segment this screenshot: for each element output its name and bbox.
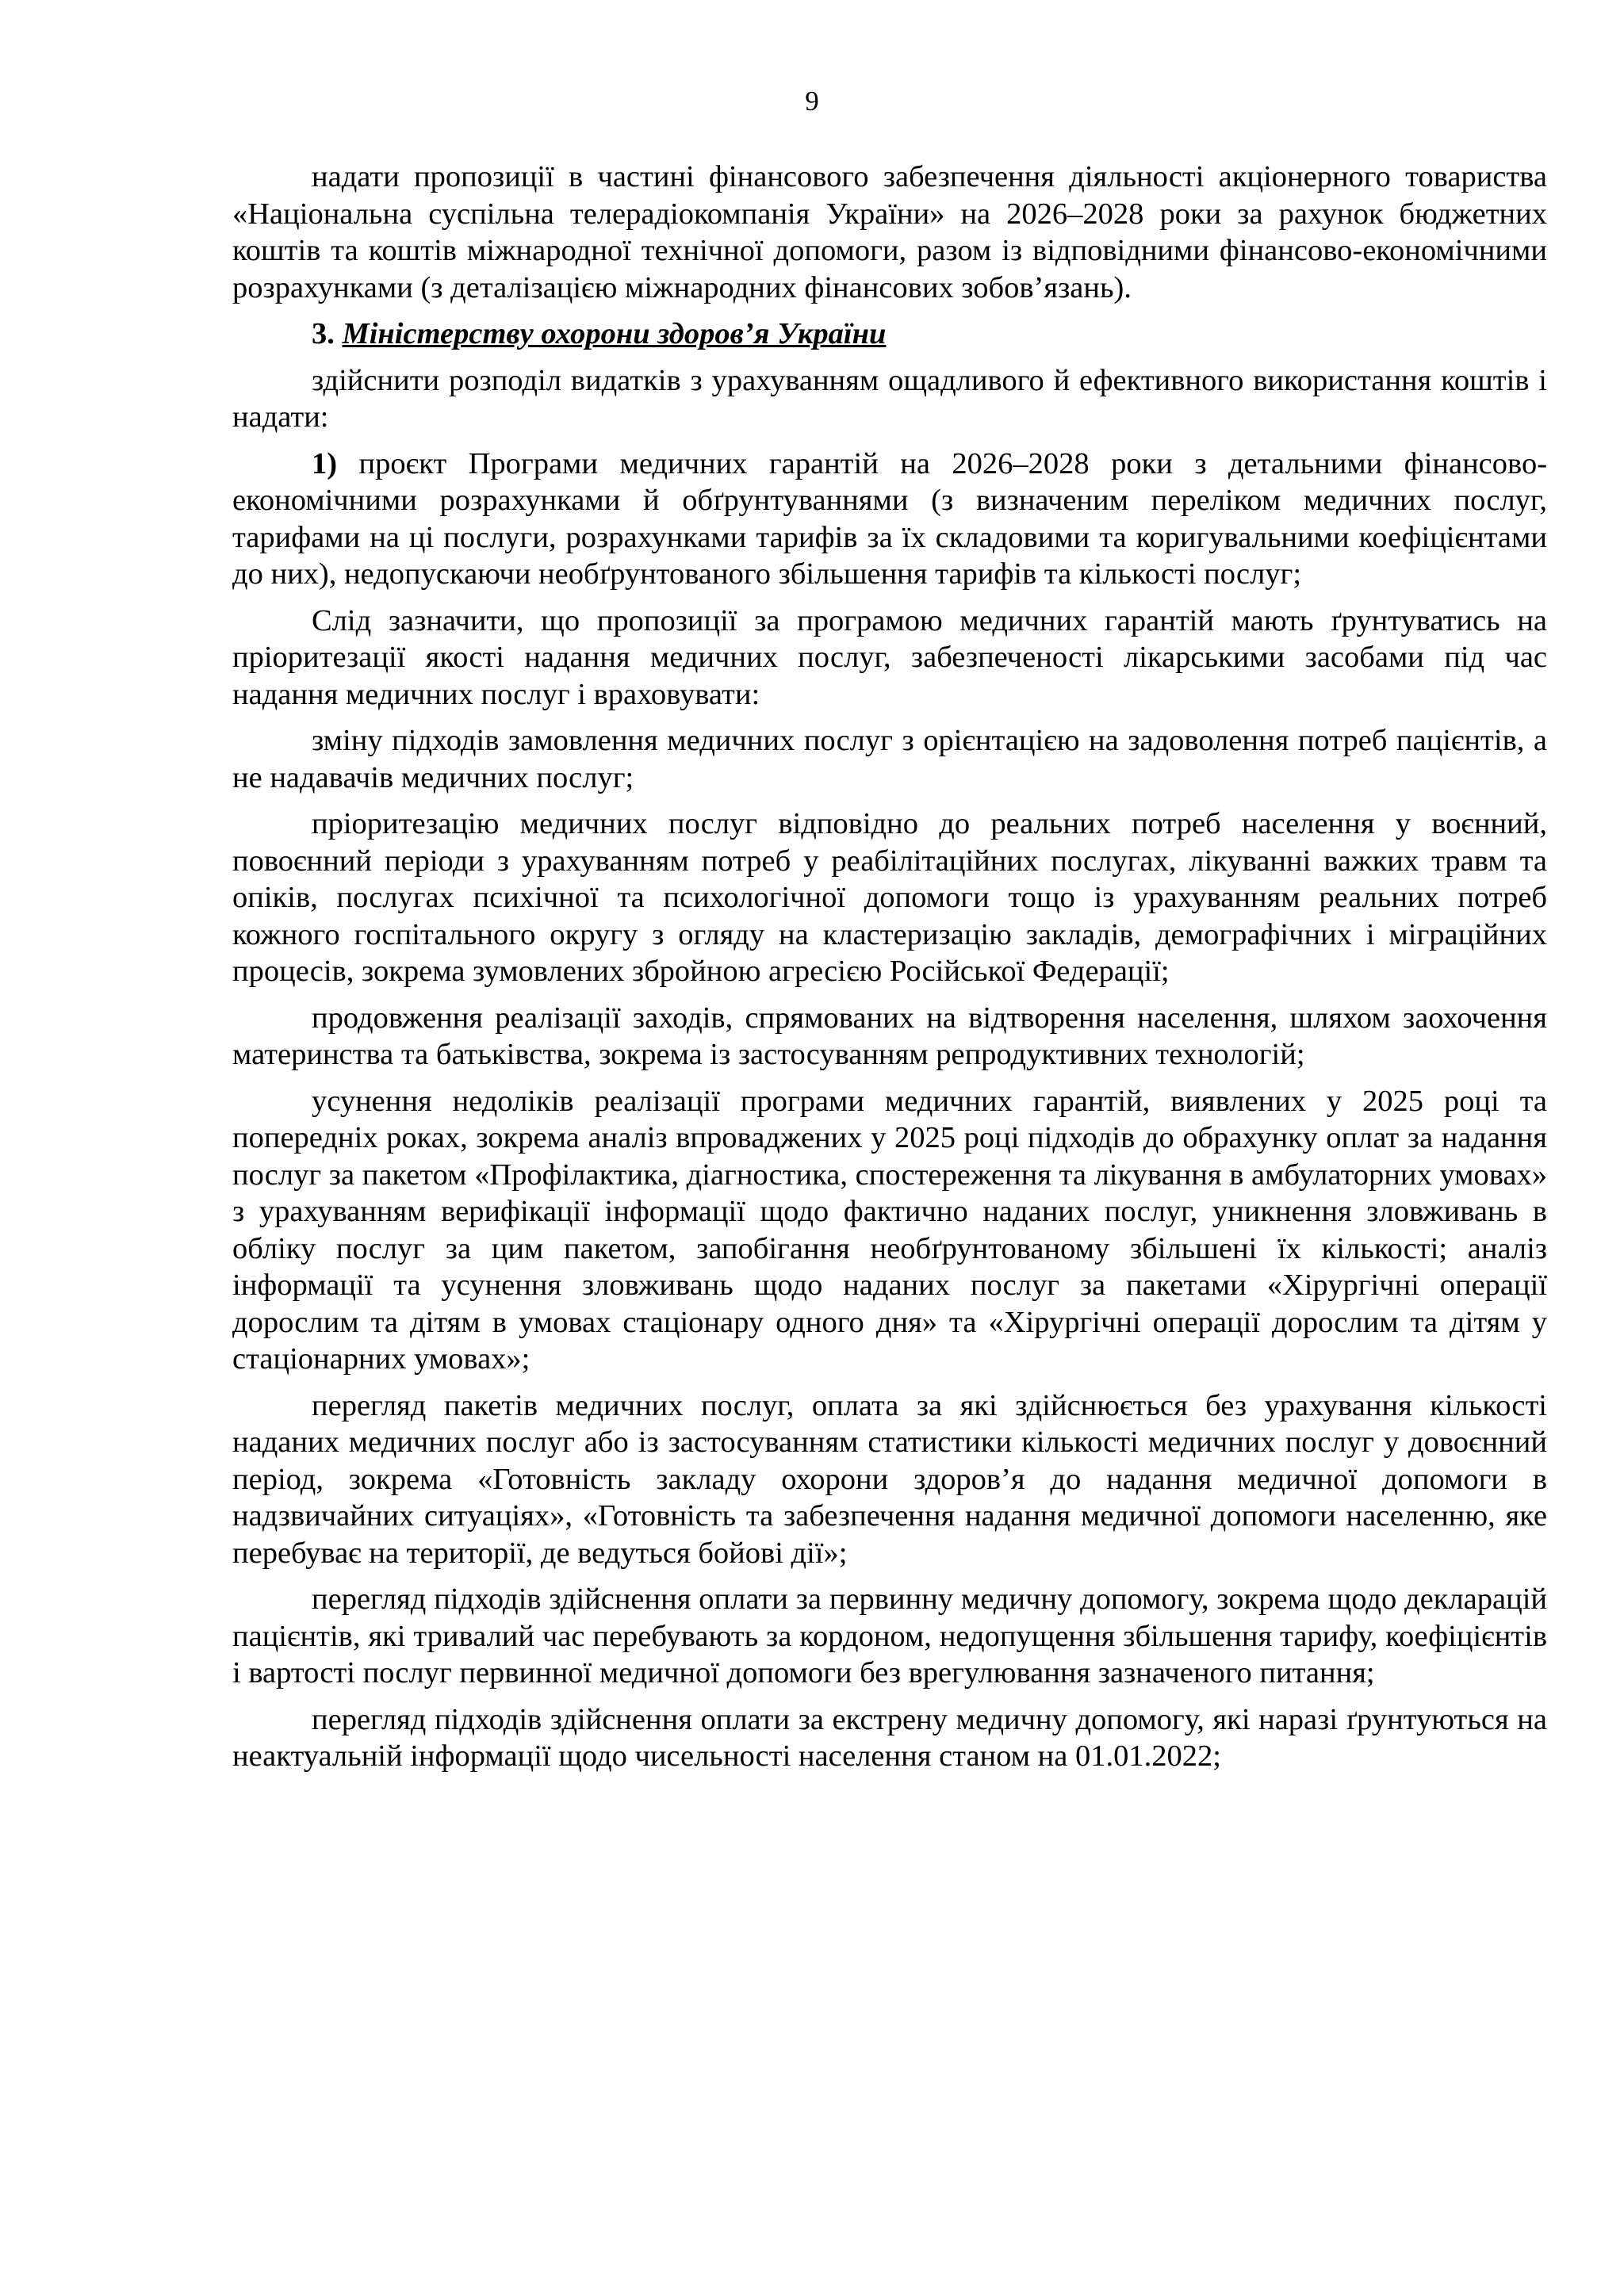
paragraph-note: Слід зазначити, що пропозиції за програмою медичних гарантій мають ґрунтуватись на пріоритезації якості надання медичних послуг, забезпеченості лікарськими засобами під час надання медичних послуг і враховувати: <box>232 603 1547 711</box>
section-number: 3. <box>312 317 335 350</box>
paragraph-service-packages: перегляд пакетів медичних послуг, оплата за які здійснюється без урахування кількості наданих медичних послуг або із застосуванням статистики кількості медичних послуг у довоєнний період, зокрема «Готовність закладу охорони здоров’я до надання медичної допомоги в надзвичайних ситуаціях», «Готовність та забезпечення надання медичної допомоги населенню, яке перебуває на території, де ведуться бойові дії»; <box>232 1388 1547 1570</box>
paragraph-financing-proposals: надати пропозиції в частині фінансового забезпечення діяльності акціонерного товариства «Національна суспільна телерадіокомпанія України» на 2026–2028 роки за рахунок бюджетних коштів та коштів міжнародної технічної допомоги, разом із відповідними фінансово-економічними розрахунками (з деталізацією міжнародних фінансових зобов’язань). <box>232 160 1547 304</box>
paragraph-reproduction: продовження реалізації заходів, спрямованих на відтворення населення, шляхом заохочення материнства та батьківства, зокрема із застосуванням репродуктивних технологій; <box>232 1001 1547 1071</box>
list-item-text: проєкт Програми медичних гарантій на 2026–2028 роки з детальними фінансово-економічними розрахунками й обґрунтуваннями (з визначеним переліком медичних послуг, тарифами на ці послуги, розрахунками тарифів за їх складовими та коригувальними коефіцієнтами до них), недопускаючи необґрунтованого збільшення тарифів та кількості послуг; <box>232 446 1548 591</box>
paragraph-prioritization: пріоритезацію медичних послуг відповідно до реальних потреб населення у воєнний, повоєнний періоди з урахуванням потреб у реабілітаційних послугах, лікуванні важких травм та опіків, послугах психічної та психологічної допомоги тощо із урахуванням реальних потреб кожного госпітального округу з огляду на кластеризацію закладів, демографічних і міграційних процесів, зокрема зумовлених збройною агресією Російської Федерації; <box>232 807 1547 988</box>
list-item-medical-guarantees <box>232 446 1547 593</box>
paragraph-change-approaches: зміну підходів замовлення медичних послуг з орієнтацією на задоволення потреб пацієнтів, а не надавачів медичних послуг; <box>232 724 1547 794</box>
paragraph-emergency-care: перегляд підходів здійснення оплати за екстрену медичну допомогу, які наразі ґрунтуються на неактуальній інформації щодо чисельності населення станом на 01.01.2022; <box>232 1702 1547 1773</box>
page-number: 9 <box>805 86 819 117</box>
section-title: Міністерству охорони здоров’я України <box>342 317 887 350</box>
paragraph-shortcomings: усунення недоліків реалізації програми медичних гарантій, виявлених у 2025 році та попередніх роках, зокрема аналіз впроваджених у 2025 році підходів до обрахунку оплат за надання послуг за пакетом «Профілактика, діагностика, спостереження та лікування в амбулаторних умовах» з урахуванням верифікації інформації щодо фактично наданих послуг, уникнення зловживань в обліку послуг за цим пакетом, запобігання необґрунтованому збільшені їх кількості; аналіз інформації та усунення зловживань щодо наданих послуг за пакетами «Хірургічні операції дорослим та дітям в умовах стаціонару одного дня» та «Хірургічні операції дорослим та дітям у стаціонарних умовах»; <box>232 1084 1547 1376</box>
list-item-number: 1) <box>312 446 338 480</box>
paragraph-primary-care: перегляд підходів здійснення оплати за первинну медичну допомогу, зокрема щодо декларацій пацієнтів, які тривалий час перебувають за кордоном, недопущення збільшення тарифу, коефіцієнтів і вартості послуг первинної медичної допомоги без врегулювання зазначеного питання; <box>232 1582 1547 1689</box>
paragraph-distribute-expenses: здійснити розподіл видатків з урахуванням ощадливого й ефективного використання коштів і надати: <box>232 363 1547 434</box>
document-body <box>232 159 1547 1785</box>
section-heading <box>232 316 1547 353</box>
